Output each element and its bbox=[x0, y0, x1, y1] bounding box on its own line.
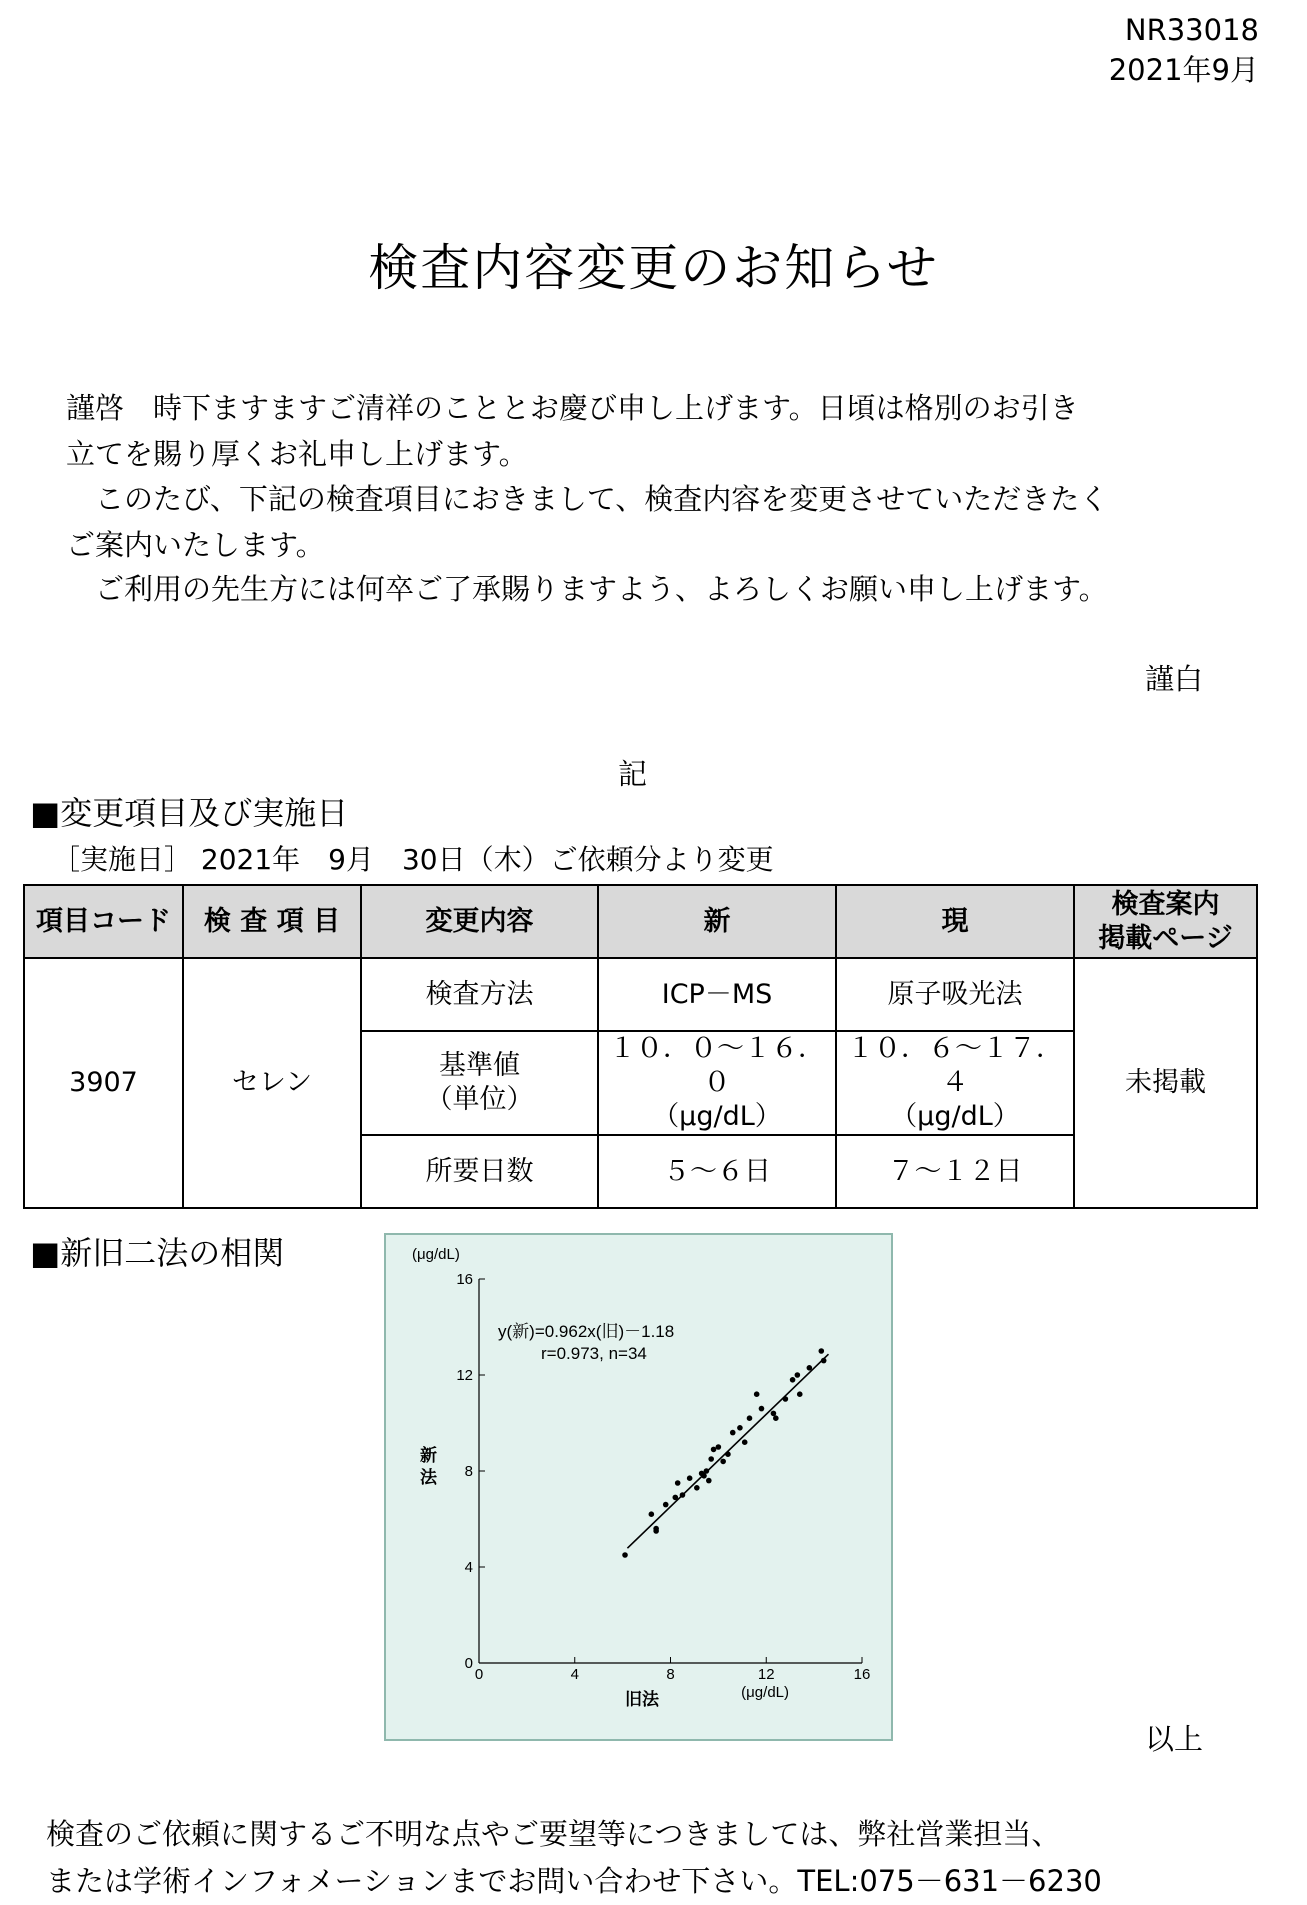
current-value-line2: （μg/dL） bbox=[890, 1101, 1020, 1132]
data-point bbox=[747, 1415, 753, 1421]
data-point bbox=[783, 1396, 789, 1402]
y-tick-label: 12 bbox=[456, 1367, 473, 1384]
document-date: 2021年9月 bbox=[1108, 53, 1259, 87]
data-point bbox=[711, 1447, 717, 1453]
data-point bbox=[663, 1502, 669, 1508]
document-number: NR33018 bbox=[1124, 13, 1259, 47]
data-point bbox=[680, 1492, 686, 1498]
data-point bbox=[773, 1415, 779, 1421]
body-paragraph-2 bbox=[66, 476, 1108, 568]
body-line-3: このたび、下記の検査項目におきまして、検査内容を変更させていただきたく bbox=[66, 482, 1109, 516]
body-paragraph-1 bbox=[66, 385, 1079, 477]
data-point bbox=[771, 1411, 777, 1417]
data-point bbox=[622, 1552, 628, 1558]
data-point bbox=[694, 1485, 700, 1491]
regression-equation: y(新)=0.962x(旧)－1.18 bbox=[498, 1322, 675, 1341]
y-unit-label: (μg/dL) bbox=[412, 1246, 460, 1263]
header-guide-page bbox=[1074, 885, 1257, 958]
page-title: 検査内容変更のお知らせ bbox=[368, 239, 939, 297]
header-guide-page-line2: 掲載ページ bbox=[1098, 922, 1233, 954]
section-heading-correlation: ■新旧二法の相関 bbox=[30, 1234, 285, 1272]
data-point bbox=[730, 1430, 736, 1436]
data-point bbox=[754, 1391, 760, 1397]
data-point bbox=[701, 1473, 707, 1479]
x-tick-label: 8 bbox=[666, 1666, 675, 1683]
x-tick-label: 16 bbox=[853, 1666, 871, 1683]
document-header bbox=[1109, 10, 1259, 90]
data-point bbox=[653, 1528, 659, 1534]
change-label-line2: （単位） bbox=[425, 1084, 534, 1115]
current-value-cell bbox=[836, 1031, 1074, 1135]
y-tick-label: 0 bbox=[464, 1655, 473, 1672]
correlation-chart bbox=[384, 1233, 893, 1741]
y-tick-label: 16 bbox=[456, 1271, 473, 1288]
change-label-line1: 基準値 bbox=[439, 1050, 520, 1081]
data-point bbox=[759, 1406, 765, 1412]
body-line-2: 立てを賜り厚くお礼申し上げます。 bbox=[66, 437, 528, 471]
scatter-plot bbox=[386, 1235, 891, 1739]
data-point bbox=[716, 1444, 722, 1450]
data-point bbox=[706, 1478, 712, 1484]
listing-cell: 未掲載 bbox=[1074, 958, 1257, 1208]
y-axis-label-2: 法 bbox=[420, 1468, 437, 1487]
x-axis-label: 旧法 bbox=[625, 1690, 659, 1709]
data-point bbox=[821, 1358, 827, 1364]
regression-line bbox=[627, 1354, 828, 1548]
data-point bbox=[819, 1348, 825, 1354]
data-point bbox=[708, 1456, 714, 1462]
item-name-cell: セレン bbox=[183, 958, 361, 1208]
body-line-4: ご案内いたします。 bbox=[66, 528, 325, 562]
data-point bbox=[797, 1391, 803, 1397]
data-point bbox=[807, 1365, 813, 1371]
header-new: 新 bbox=[598, 885, 836, 958]
data-point bbox=[725, 1451, 731, 1457]
x-tick-label: 12 bbox=[757, 1666, 775, 1683]
new-value-cell: ICP－MS bbox=[598, 958, 836, 1031]
data-point bbox=[704, 1468, 710, 1474]
new-value-line1: １０．０～１６．０ bbox=[609, 1033, 825, 1098]
data-point bbox=[649, 1511, 655, 1517]
change-label-cell: 所要日数 bbox=[361, 1135, 598, 1208]
y-tick-label: 4 bbox=[464, 1559, 473, 1576]
y-axis-label-1: 新 bbox=[420, 1446, 437, 1465]
ki-marker: 記 bbox=[617, 757, 647, 791]
closing-keihaku: 謹白 bbox=[1145, 662, 1204, 696]
header-current: 現 bbox=[836, 885, 1074, 958]
data-point bbox=[737, 1425, 743, 1431]
x-tick-label: 4 bbox=[570, 1666, 579, 1683]
header-item-code: 項目コード bbox=[24, 885, 183, 958]
data-point bbox=[742, 1439, 748, 1445]
y-tick-label: 8 bbox=[464, 1463, 473, 1480]
body-line-5: ご利用の先生方には何卒ご了承賜りますよう、よろしくお願い申し上げます。 bbox=[66, 572, 1108, 606]
current-value-line1: １０．６～１７．４ bbox=[847, 1033, 1063, 1098]
new-value-cell bbox=[598, 1031, 836, 1135]
table-row bbox=[24, 958, 1257, 1031]
new-value-line2: （μg/dL） bbox=[652, 1101, 782, 1132]
section-heading-changes: ■変更項目及び実施日 bbox=[30, 794, 349, 832]
current-value-cell: 原子吸光法 bbox=[836, 958, 1074, 1031]
change-table bbox=[23, 884, 1258, 1209]
body-paragraph-3 bbox=[66, 566, 1108, 612]
footer-line-1: 検査のご依頼に関するご不明な点やご要望等につきましては、弊社営業担当、 bbox=[46, 1817, 1061, 1851]
body-line-1: 謹啓 時下ますますご清祥のこととお慶び申し上げます。日頃は格別のお引き bbox=[66, 391, 1079, 425]
regression-stats: r=0.973, n=34 bbox=[541, 1344, 647, 1363]
item-code-cell: 3907 bbox=[24, 958, 183, 1208]
implementation-date-note: ［実施日］ 2021年 9月 30日（木）ご依頼分より変更 bbox=[52, 843, 774, 876]
closing-ijou: 以上 bbox=[1145, 1722, 1204, 1756]
table-header-row bbox=[24, 885, 1257, 958]
data-point bbox=[675, 1480, 681, 1486]
new-value-cell: ５～６日 bbox=[598, 1135, 836, 1208]
header-item-name: 検 査 項 目 bbox=[183, 885, 361, 958]
change-label-cell bbox=[361, 1031, 598, 1135]
header-guide-page-line1: 検査案内 bbox=[1111, 888, 1220, 920]
x-unit-label: (μg/dL) bbox=[741, 1684, 789, 1701]
header-change-content: 変更内容 bbox=[361, 885, 598, 958]
data-point bbox=[795, 1372, 801, 1378]
data-point bbox=[790, 1377, 796, 1383]
footer-line-2: または学術インフォメーションまでお問い合わせ下さい。TEL:075－631－6230 bbox=[46, 1864, 1102, 1898]
data-point bbox=[720, 1459, 726, 1465]
data-point bbox=[687, 1475, 693, 1481]
x-tick-label: 0 bbox=[474, 1666, 484, 1683]
data-point bbox=[672, 1495, 678, 1501]
current-value-cell: ７～１２日 bbox=[836, 1135, 1074, 1208]
footer-contact bbox=[46, 1811, 1102, 1905]
change-label-cell: 検査方法 bbox=[361, 958, 598, 1031]
